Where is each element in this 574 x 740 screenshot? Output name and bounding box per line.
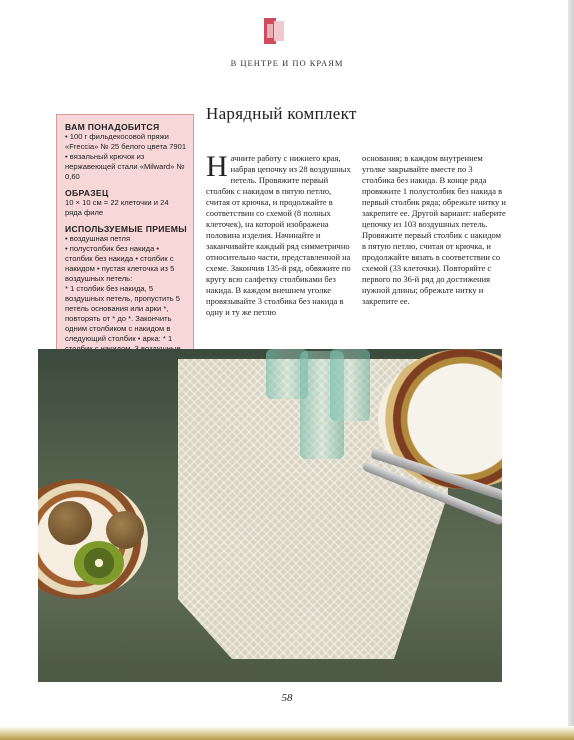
page-edge bbox=[568, 0, 574, 740]
kiwi-half-image bbox=[74, 541, 124, 585]
glass-image bbox=[330, 349, 370, 421]
article-title: Нарядный комплект bbox=[206, 104, 357, 123]
section-logo-icon bbox=[264, 18, 284, 44]
materials-list: • 100 г фильдекосовой пряжи «Freccia» № 25 белого цвета 7901 • вязальный крючок из нержавеющей стали «Milward» № 0,60 bbox=[65, 132, 187, 181]
column-1-text: ачните работу с нижнего края, набрав цепочку из 28 воздушных петель. Провяжите первый столбик с накидом в пятую петлю, считая от крючка, и продолжайте в соответствии со схемой (8 полных клеточек), на которой изображена половина изделия. Начинайте и заканчивайте каждый ряд симметрично относительно части, представленной на схеме. Закончив 135-й ряд, обвяжите по кругу всю салфетку столбиками без накида. В каждом внешнем уголке провязывайте 3 столбика без накида в одну и ту же петлю bbox=[206, 153, 351, 317]
section-title: В ЦЕНТРЕ И ПО КРАЯМ bbox=[230, 58, 344, 68]
sample-heading: ОБРАЗЕЦ bbox=[65, 188, 109, 198]
materials-heading: ВАМ ПОНАДОБИТСЯ bbox=[65, 122, 160, 132]
article-column-2: основания; в каждом внутреннем уголке закрывайте вместе по 3 столбика без накида. В конце ряда провяжите 1 полустолбик без накида в первый столбик ряда; обрежьте нитку и закрепите ее. Другой вариант: наберите цепочку из 103 воздушных петель. Провяжите первый столбик с накидом в пятую петлю, считая от крючка, и продолжайте вязать в соответствии со схемой (33 клеточки). Повторяйте с первого по 36-й ряд до достижения нужной длины; обрежьте нитку и закрепите ее. bbox=[362, 153, 506, 306]
article-column-1 bbox=[206, 150, 352, 318]
sample-text: 10 × 10 см = 22 клеточки и 24 ряда филе bbox=[65, 198, 169, 217]
table-setting-photo bbox=[38, 349, 502, 682]
kiwi-image bbox=[48, 501, 92, 545]
drop-cap: Н bbox=[206, 150, 228, 183]
page-number: 58 bbox=[281, 692, 293, 704]
page-bottom-edge bbox=[0, 726, 574, 740]
techniques-heading: ИСПОЛЬЗУЕМЫЕ ПРИЕМЫ bbox=[65, 224, 187, 234]
techniques-list: • воздушная петля • полустолбик без накида • столбик без накида • столбик с накидом • пустая клеточка из 5 воздушных петель: * 1 столбик без накида, 5 воздушных петель, пропустить 5 петель основания или арки *, повторять от * до *. Закончить одним столбиком с накидом в следующий столбик • арка: * 1 bbox=[65, 234, 180, 343]
